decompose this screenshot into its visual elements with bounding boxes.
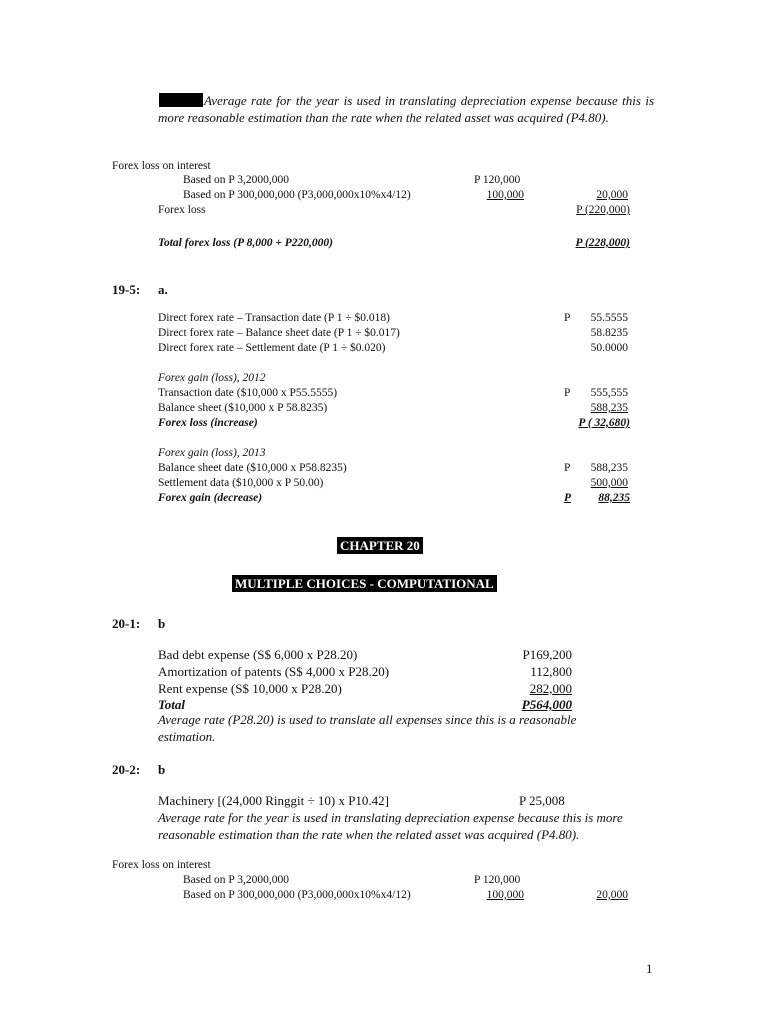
forex2-row2-value: 100,000: [486, 889, 524, 901]
rate-row-label: Direct forex rate – Transaction date (P 1 ÷ $0.018): [158, 312, 390, 324]
forex1-row1-label: Based on P 3,2000,000: [183, 174, 289, 186]
rate-row-value: 50.0000: [590, 342, 628, 354]
forex2-heading: Forex loss on interest: [112, 859, 211, 871]
expense-row-value: P169,200: [522, 647, 572, 662]
gain-2012-total-label: Forex loss (increase): [158, 417, 258, 429]
forex1-loss-value: P (220,000): [576, 204, 630, 216]
gain-2013-total-currency: P: [564, 492, 572, 504]
forex1-row2-label: Based on P 300,000,000 (P3,000,000x10%x4/12): [183, 189, 411, 201]
problem-19-5-number: 19-5:: [112, 282, 141, 297]
forex1-total-label: Total forex loss (P 8,000 + P220,000): [158, 237, 333, 249]
gain-2013-row2-value: 500,000: [590, 477, 628, 489]
gain-2012-row1-value: 555,555: [590, 387, 628, 399]
forex2-row1-label: Based on P 3,2000,000: [183, 874, 289, 886]
rate-row-value: 55.5555: [590, 312, 628, 324]
gain-2013-row2-label: Settlement data ($10,000 x P 50.00): [158, 477, 324, 489]
gain-2012-row2-value: 588,235: [590, 402, 628, 414]
problem-19-5-answer: a.: [158, 282, 168, 297]
machinery-value: P 25,008: [519, 793, 565, 808]
problem-20-1-number: 20-1:: [112, 616, 141, 631]
forex1-loss-label: Forex loss: [158, 204, 206, 216]
gain-2013-total-label: Forex gain (decrease): [158, 492, 263, 504]
gain-2013-row1-label: Balance sheet date ($10,000 x P58.8235): [158, 462, 347, 474]
section-title: MULTIPLE CHOICES - COMPUTATIONAL: [232, 575, 497, 592]
gain-2012-row1-label: Transaction date ($10,000 x P55.5555): [158, 387, 338, 399]
expense-row-label: Bad debt expense (S$ 6,000 x P28.20): [158, 647, 358, 662]
gain-2012-row1-currency: P: [564, 387, 571, 399]
rate-row-currency: P: [564, 312, 571, 324]
expense-total-value: P564,000: [521, 697, 572, 712]
rate-row-value: 58.8235: [590, 327, 628, 339]
forex1-row2-value: 100,000: [486, 189, 524, 201]
note-20-2: Average rate for the year is used in translating depreciation expense because this is more reasonable estimation than the rate when the related asset was acquired (P4.80).: [158, 810, 623, 842]
gain-2013-total-value: 88,235: [598, 492, 630, 504]
chapter-title: CHAPTER 20: [337, 537, 423, 554]
forex1-total-value: P (228,000): [575, 237, 630, 249]
note-20-1: Average rate (P28.20) is used to translate all expenses since this is a reasonable estimation.: [158, 712, 577, 744]
expense-row-label: Rent expense (S$ 10,000 x P28.20): [158, 681, 342, 696]
gain-2012-heading: Forex gain (loss), 2012: [158, 372, 266, 384]
problem-20-2-answer: b: [158, 762, 166, 777]
forex2-row2-label: Based on P 300,000,000 (P3,000,000x10%x4/12): [183, 889, 411, 901]
forex1-row1-value: P 120,000: [474, 174, 521, 186]
gain-2013-row1-value: 588,235: [590, 462, 628, 474]
problem-20-1-answer: b: [158, 616, 166, 631]
gain-2013-row1-currency: P: [564, 462, 571, 474]
expense-row-value: 282,000: [529, 681, 572, 696]
note-top: Average rate for the year is used in translating depreciation expense because this is more reasonable estimation than the rate when the related asset was acquired (P4.80).: [158, 93, 654, 125]
forex2-row1-value: P 120,000: [474, 874, 521, 886]
rate-row-label: Direct forex rate – Settlement date (P 1 ÷ $0.020): [158, 342, 386, 354]
gain-2013-heading: Forex gain (loss), 2013: [158, 447, 266, 459]
page-number: 1: [646, 961, 653, 976]
expense-row-value: 112,800: [530, 664, 572, 679]
gain-2012-total-value: P ( 32,680): [578, 417, 630, 429]
gain-2012-row2-label: Balance sheet ($10,000 x P 58.8235): [158, 402, 328, 414]
expense-row-label: Amortization of patents (S$ 4,000 x P28.20): [158, 664, 390, 679]
forex1-row2-diff: 20,000: [596, 189, 628, 201]
expense-total-label: Total: [158, 697, 185, 712]
problem-20-2-number: 20-2:: [112, 762, 141, 777]
machinery-label: Machinery [(24,000 Ringgit ÷ 10) x P10.42]: [158, 793, 389, 808]
rate-row-label: Direct forex rate – Balance sheet date (P 1 ÷ $0.017): [158, 327, 400, 339]
forex1-heading: Forex loss on interest: [112, 160, 211, 172]
forex2-row2-diff: 20,000: [596, 889, 628, 901]
